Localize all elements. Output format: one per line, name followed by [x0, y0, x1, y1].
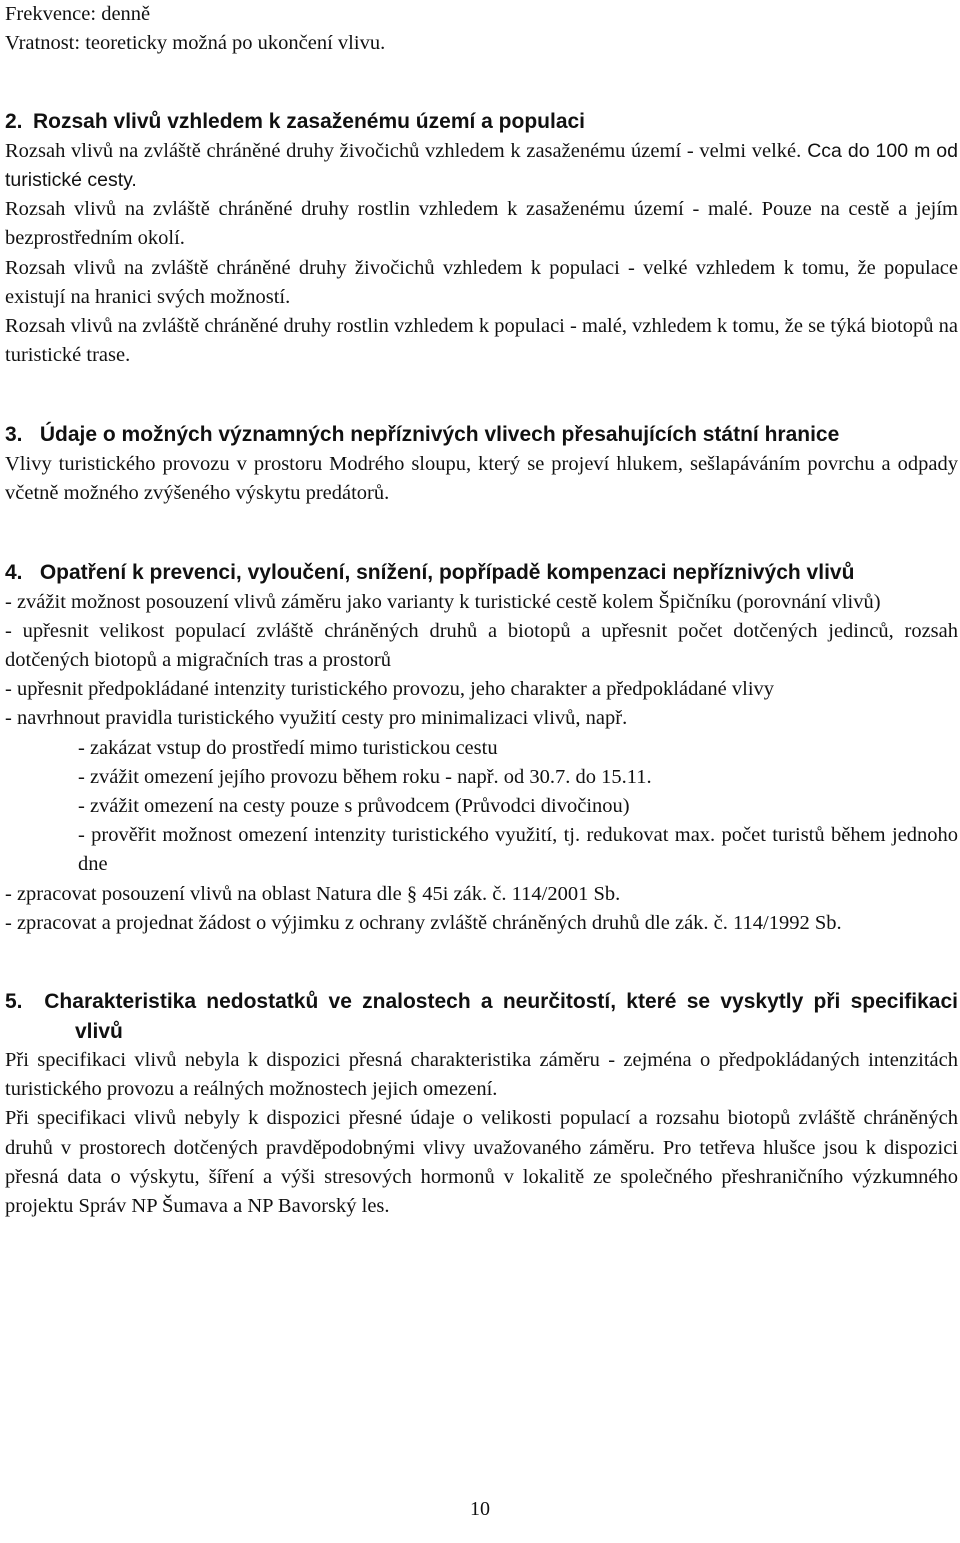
section-4-heading	[5, 558, 958, 587]
section-2-p1-text: Rozsah vlivů na zvláště chráněné druhy živočichů vzhledem k zasaženému území - velmi velké.	[5, 139, 802, 162]
reversibility-line: Vratnost: teoreticky možná po ukončení vlivu.	[5, 32, 386, 55]
measure-subitem: - zvážit omezení na cesty pouze s průvodcem (Průvodci divočinou)	[78, 795, 630, 818]
frequency-line: Frekvence: denně	[5, 3, 151, 25]
document-page	[5, 0, 958, 1221]
section-5-paragraph-2: Při specifikaci vlivů nebyly k dispozici přesné údaje o velikosti populací a rozsahu biotopů zvláště chráněných druhů v prostorech dotčených pravděpodobnými vlivy uvažovaného záměru. Pro tetřeva hlušce jsou k dispozici přesná data o výskytu, šíření a výši stresových hormonů v lokalitě ze společného přeshraničního výzkumného projektu Správ NP Šumava a NP Bavorský les.	[5, 1107, 958, 1217]
section-3-heading	[5, 420, 958, 449]
measure-subitem: - zakázat vstup do prostředí mimo turistickou cestu	[78, 736, 498, 759]
measure-subitem: - prověřit možnost omezení intenzity turistického využití, tj. redukovat max. počet turistů během jednoho dne	[78, 824, 958, 876]
section-2-title: Rozsah vlivů vzhledem k zasaženému území a populaci	[33, 110, 586, 134]
spacer	[5, 508, 958, 558]
section-4-number: 4.	[5, 561, 23, 585]
section-2-paragraph-4: Rozsah vlivů na zvláště chráněné druhy rostlin vzhledem k populaci - malé, vzhledem k tomu, že se týká biotopů na turistické trase.	[5, 315, 958, 367]
section-3-title: Údaje o možných významných nepříznivých vlivech přesahujících státní hranice	[39, 423, 840, 447]
section-4-title: Opatření k prevenci, vyloučení, snížení, popřípadě kompenzaci nepříznivých vlivů	[39, 561, 855, 585]
section-5-title: Charakteristika nedostatků ve znalostech a neurčitostí, které se vyskytly při specifikaci vlivů	[44, 990, 958, 1043]
section-5-heading	[5, 987, 958, 1046]
measure-item: - zvážit možnost posouzení vlivů záměru jako varianty k turistické cestě kolem Špičníku (porovnání vlivů)	[5, 590, 881, 613]
section-2-paragraph-3: Rozsah vlivů na zvláště chráněné druhy živočichů vzhledem k populaci - velké vzhledem k tomu, že populace existují na hranici svých možností.	[5, 256, 958, 308]
measure-item: - zpracovat a projednat žádost o výjimku z ochrany zvláště chráněných druhů dle zák. č. 114/1992 Sb.	[5, 911, 842, 934]
spacer	[5, 938, 958, 987]
section-5-paragraph-1: Při specifikaci vlivů nebyla k dispozici přesná charakteristika záměru - zejména o předpokládaných intenzitách turistického provozu a reálných možnostech jejich omezení.	[5, 1048, 958, 1101]
section-2-paragraph-2: Rozsah vlivů na zvláště chráněné druhy rostlin vzhledem k zasaženému území - malé. Pouze na cestě a jejím bezprostředním okolí.	[5, 198, 958, 250]
spacer	[5, 58, 958, 107]
section-2-number: 2.	[5, 110, 23, 134]
section-2-p1b-text: Cca do 100 m od turistické cesty.	[5, 139, 958, 192]
section-3-number: 3.	[5, 423, 23, 447]
measure-item: - zpracovat posouzení vlivů na oblast Natura dle § 45i zák. č. 114/2001 Sb.	[5, 882, 621, 905]
section-5-number: 5.	[5, 990, 23, 1014]
section-3-paragraph-1: Vlivy turistického provozu v prostoru Modrého sloupu, který se projeví hlukem, sešlapáváním povrchu a odpady včetně možného zvýšeného výskytu predátorů.	[5, 452, 958, 505]
section-2-heading	[5, 107, 958, 136]
section-2-paragraph-1	[5, 137, 958, 195]
measure-item: - upřesnit předpokládané intenzity turistického provozu, jeho charakter a předpokládané vlivy	[5, 678, 775, 701]
page-number: 10	[470, 1498, 490, 1520]
measure-item: - upřesnit velikost populací zvláště chráněných druhů a biotopů a upřesnit počet dotčených jedinců, rozsah dotčených biotopů a migračních tras a prostorů	[5, 619, 958, 672]
spacer	[5, 370, 958, 420]
measure-item: - navrhnout pravidla turistického využití cesty pro minimalizaci vlivů, např.	[5, 707, 628, 730]
measure-subitem: - zvážit omezení jejího provozu během roku - např. od 30.7. do 15.11.	[78, 765, 652, 788]
